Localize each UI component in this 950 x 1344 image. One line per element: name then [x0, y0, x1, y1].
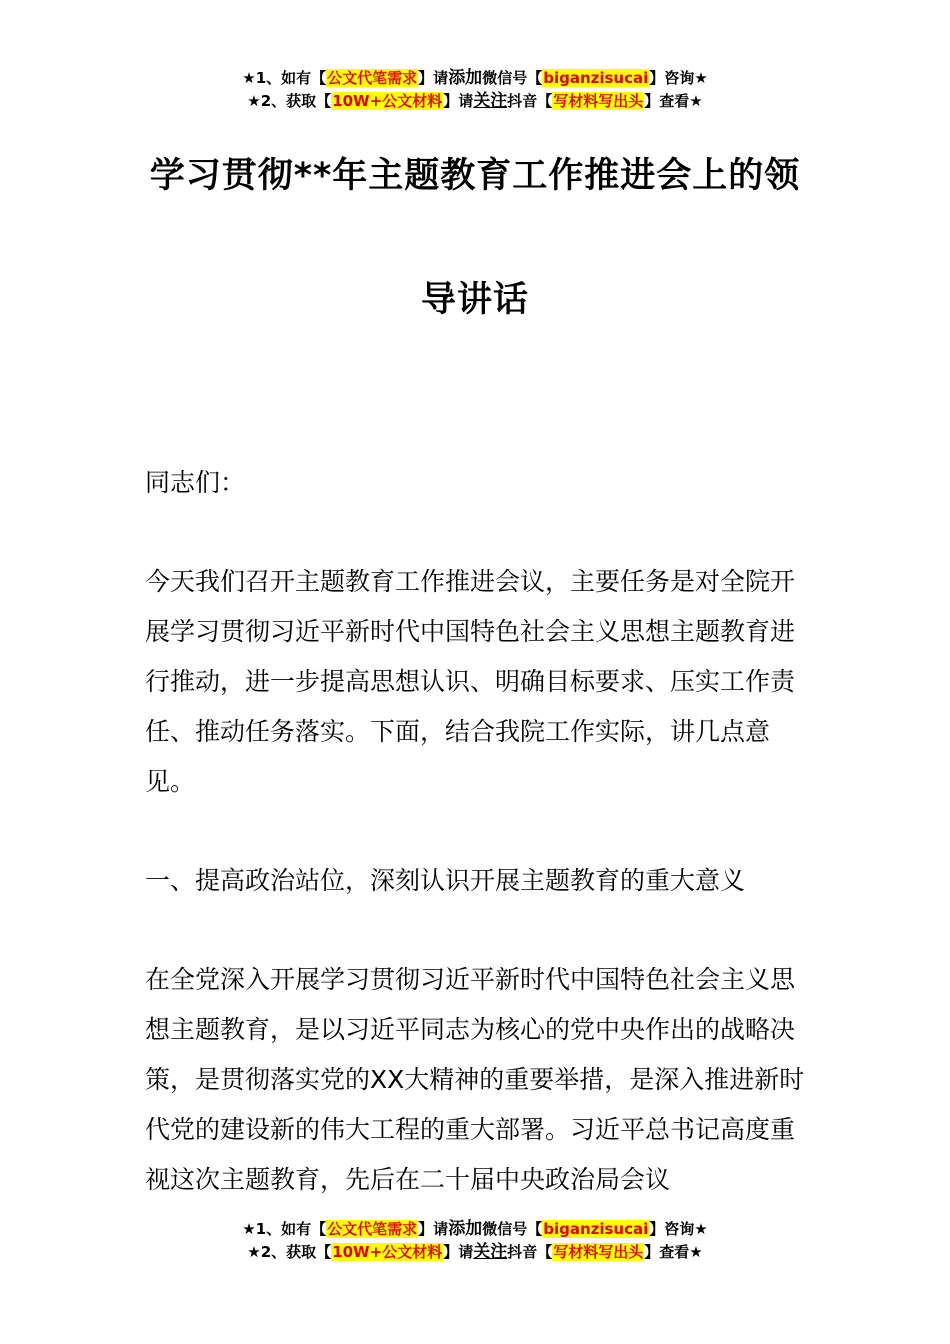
star-icon: ★: [247, 1243, 261, 1261]
document-title-line-1: 学习贯彻**年主题教育工作推进会上的领: [149, 156, 801, 196]
promo-douyin-id: 写材料写出头: [553, 1243, 644, 1261]
promo-wechat-id: biganzisucai: [543, 1220, 649, 1238]
promo-text: 】请: [418, 1220, 449, 1238]
paragraph-intro: 今天我们召开主题教育工作推进会议，主要任务是对全院开展学习贯彻习近平新时代中国特色社会主义思想主题教育进行推动，进一步提高思想认识、明确目标要求、压实工作责任、推动任务落实。下面，结合我院工作实际，讲几点意见。: [145, 567, 796, 796]
promo-line-2: [0, 90, 950, 113]
star-icon: ★: [242, 69, 256, 87]
promo-wechat-id: biganzisucai: [543, 69, 649, 87]
promo-text: 】查看★: [644, 1243, 703, 1261]
promo-highlight: 公文代笔需求: [327, 1220, 418, 1238]
promo-text: 】请: [418, 69, 449, 87]
salutation: 同志们：: [145, 468, 246, 497]
promo-text: 1、如有【: [255, 1220, 327, 1238]
promo-emphasis: 添加: [448, 68, 483, 88]
promo-emphasis: 添加: [448, 1219, 483, 1239]
promo-text: 2、获取【: [260, 92, 332, 110]
star-icon: ★: [242, 1220, 256, 1238]
promo-line-1: [0, 1218, 950, 1241]
promo-text: 2、获取【: [260, 1243, 332, 1261]
promo-text: 抖音【: [507, 92, 553, 110]
promo-highlight: 公文代笔需求: [327, 69, 418, 87]
promo-text: 抖音【: [507, 1243, 553, 1261]
promo-highlight: 10W+公文材料: [332, 1243, 443, 1261]
promo-line-2: [0, 1241, 950, 1264]
promo-text: 】请: [443, 92, 474, 110]
promo-text: 微信号【: [482, 69, 543, 87]
promo-text: 】咨询★: [649, 69, 708, 87]
star-icon: ★: [247, 92, 261, 110]
promo-text: 】查看★: [644, 92, 703, 110]
promo-text: 】请: [443, 1243, 474, 1261]
top-promo-banner: [0, 67, 950, 113]
promo-highlight: 10W+公文材料: [332, 92, 443, 110]
promo-emphasis: 关注: [473, 91, 508, 111]
promo-line-1: [0, 67, 950, 90]
section-heading-1: 一、提高政治站位，深刻认识开展主题教育的重大意义: [145, 866, 746, 895]
document-title-line-2: 导讲话: [420, 280, 529, 320]
promo-text: 】咨询★: [649, 1220, 708, 1238]
promo-text: 微信号【: [482, 1220, 543, 1238]
bottom-promo-banner: [0, 1218, 950, 1264]
promo-douyin-id: 写材料写出头: [553, 92, 644, 110]
promo-text: 1、如有【: [255, 69, 327, 87]
promo-emphasis: 关注: [473, 1242, 508, 1262]
paragraph-section-1: 在全党深入开展学习贯彻习近平新时代中国特色社会主义思想主题教育，是以习近平同志为核心的党中央作出的战略决策，是贯彻落实党的XX大精神的重要举措，是深入推进新时代党的建设新的伟大工程的重大部署。习近平总书记高度重视这次主题教育，先后在二十届中央政治局会议: [145, 965, 805, 1194]
